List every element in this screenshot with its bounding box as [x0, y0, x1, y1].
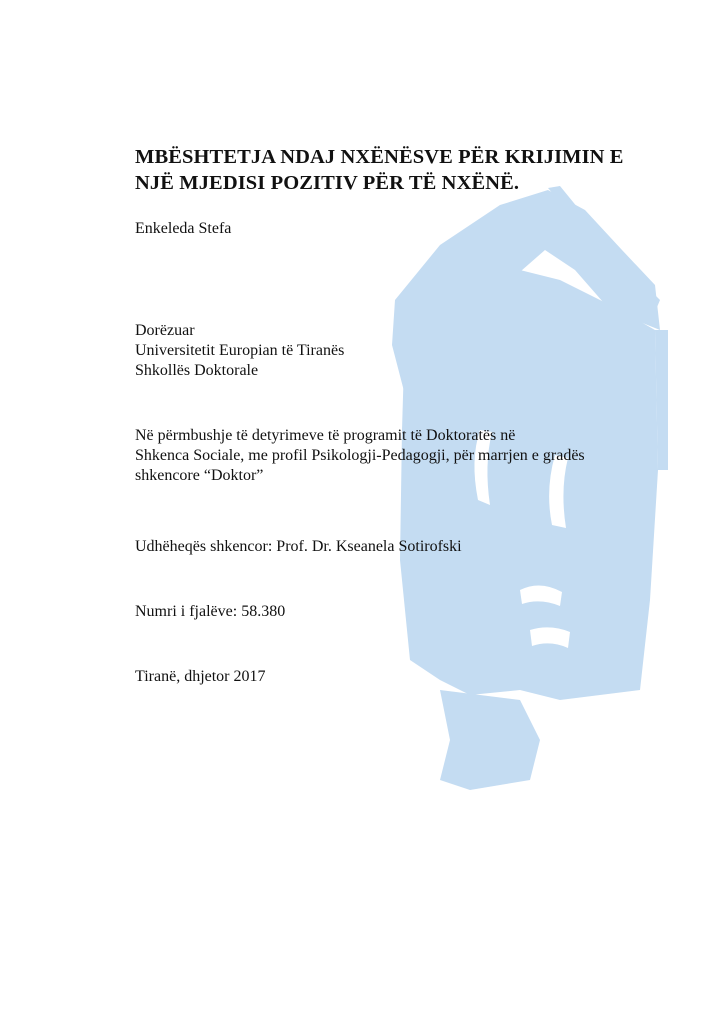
fulfillment-line-1: Në përmbushje të detyrimeve të programit të Doktoratës në: [135, 427, 516, 444]
thesis-title: [135, 144, 655, 196]
submission-line-2: Universitetit Europian të Tiranës: [135, 342, 345, 359]
submission-line-1: Dorëzuar: [135, 322, 195, 339]
word-count: Numri i fjalëve: 58.380: [135, 603, 286, 620]
submission-line-3: Shkollës Doktorale: [135, 362, 259, 379]
author-name: Enkeleda Stefa: [135, 220, 232, 237]
fulfillment-statement: [135, 426, 585, 486]
fulfillment-line-3: shkencore “Doktor”: [135, 467, 264, 484]
submission-block: [135, 321, 344, 381]
place-and-date: Tiranë, dhjetor 2017: [135, 668, 266, 685]
thesis-title-line-1: MBËSHTETJA NDAJ NXËNËSVE PËR KRIJIMIN E: [135, 146, 624, 168]
supervisor: Udhëheqës shkencor: Prof. Dr. Kseanela Sotirofski: [135, 538, 462, 555]
fulfillment-line-2: Shkenca Sociale, me profil Psikologji-Pedagogji, për marrjen e gradës: [135, 447, 585, 464]
thesis-title-line-2: NJË MJEDISI POZITIV PËR TË NXËNË.: [135, 172, 520, 194]
